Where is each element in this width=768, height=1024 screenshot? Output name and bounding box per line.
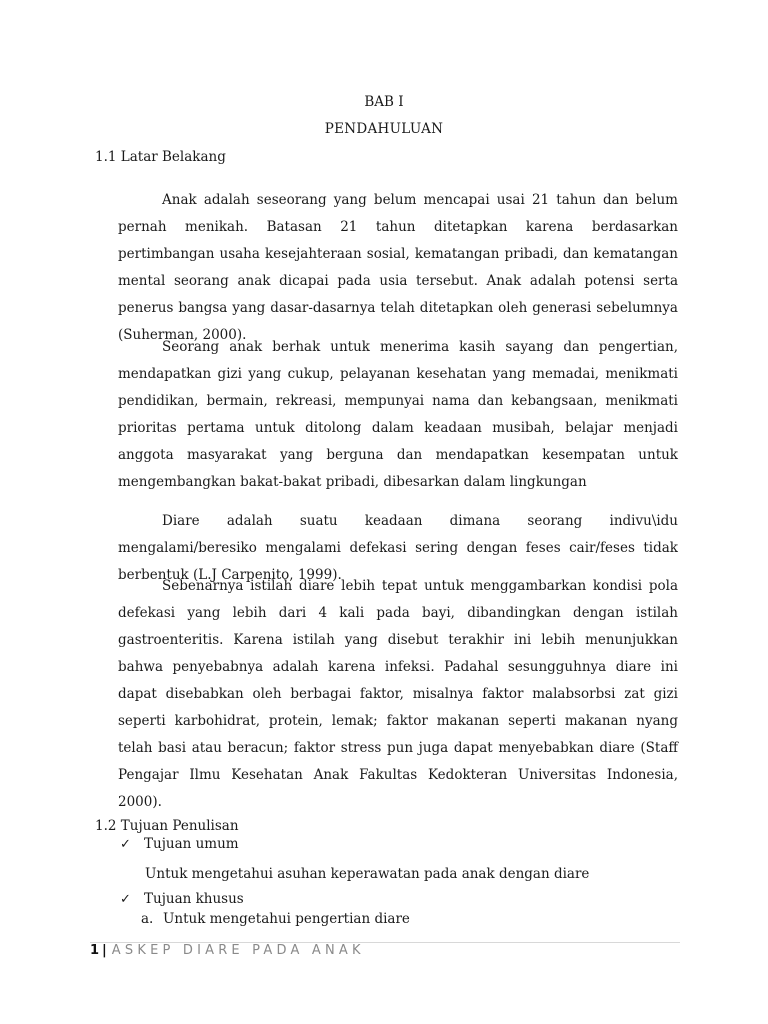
chapter-title: BAB I (364, 94, 404, 110)
section-heading-tujuan-penulisan: 1.2 Tujuan Penulisan (95, 818, 239, 834)
paragraph-text: Diare adalah suatu keadaan dimana seorang indivu\idu mengalami/beresiko mengalami defekasi sering dengan feses cair/feses tidak berbentuk (L.J Carpenito, 1999). (118, 513, 678, 583)
checkmark-icon: ✓ (120, 836, 131, 852)
paragraph-text: Seorang anak berhak untuk menerima kasih sayang dan pengertian, mendapatkan gizi yang cukup, pelayanan kesehatan yang memadai, menikmati pendidikan, bermain, rekreasi, mempunyai nama dan kebangsaan, menikmati prioritas pertama untuk ditolong dalam keadaan musibah, belajar menjadi anggota masyarakat yang berguna dan mendapatkan kesempatan untuk mengembangkan bakat-bakat pribadi, dibesarkan dalam lingkungan (118, 339, 678, 490)
paragraph (118, 187, 678, 349)
paragraph-text: Sebenarnya istilah diare lebih tepat untuk menggambarkan kondisi pola defekasi yang lebih dari 4 kali pada bayi, dibandingkan dengan istilah gastroenteritis. Karena istilah yang disebut terakhir ini lebih menunjukkan bahwa penyebabnya adalah karena infeksi. Padahal sesungguhnya diare ini dapat disebabkan oleh berbagai faktor, misalnya faktor malabsorbsi zat gizi seperti karbohidrat, protein, lemak; faktor makanan seperti makanan nyang telah basi atau beracun; faktor stress pun juga dapat menyebabkan diare (Staff Pengajar Ilmu Kesehatan Anak Fakultas Kedokteran Universitas Indonesia, 2000). (118, 578, 678, 810)
checkmark-icon: ✓ (120, 891, 131, 907)
footer-title: ASKEP DIARE PADA ANAK (111, 943, 365, 958)
list-item-tujuan-umum (120, 836, 239, 852)
chapter-subtitle: PENDAHULUAN (324, 121, 444, 137)
paragraph (118, 334, 678, 496)
list-item-label: Tujuan umum (144, 836, 239, 852)
paragraph-text: Anak adalah seseorang yang belum mencapai usai 21 tahun dan belum pernah menikah. Batasan 21 tahun ditetapkan karena berdasarkan pertimbangan usaha kesejahteraan sosial, kematangan pribadi, dan kematangan mental seorang anak dicapai pada usia tersebut. Anak adalah potensi serta penerus bangsa yang dasar-dasarnya telah ditetapkan oleh generasi sebelumnya (Suherman, 2000). (118, 192, 678, 343)
page-footer (90, 943, 365, 958)
page-number: 1 (90, 943, 100, 958)
section-heading-latar-belakang: 1.1 Latar Belakang (95, 149, 226, 165)
sub-list-text: Untuk mengetahui pengertian diare (163, 911, 410, 927)
footer-separator: | (102, 943, 107, 958)
list-item-description: Untuk mengetahui asuhan keperawatan pada anak dengan diare (145, 866, 590, 882)
list-item-tujuan-khusus (120, 891, 244, 907)
paragraph (118, 573, 678, 816)
list-item-label: Tujuan khusus (144, 891, 244, 907)
sub-list-marker: a. (141, 911, 154, 927)
sub-list-item (141, 911, 410, 927)
